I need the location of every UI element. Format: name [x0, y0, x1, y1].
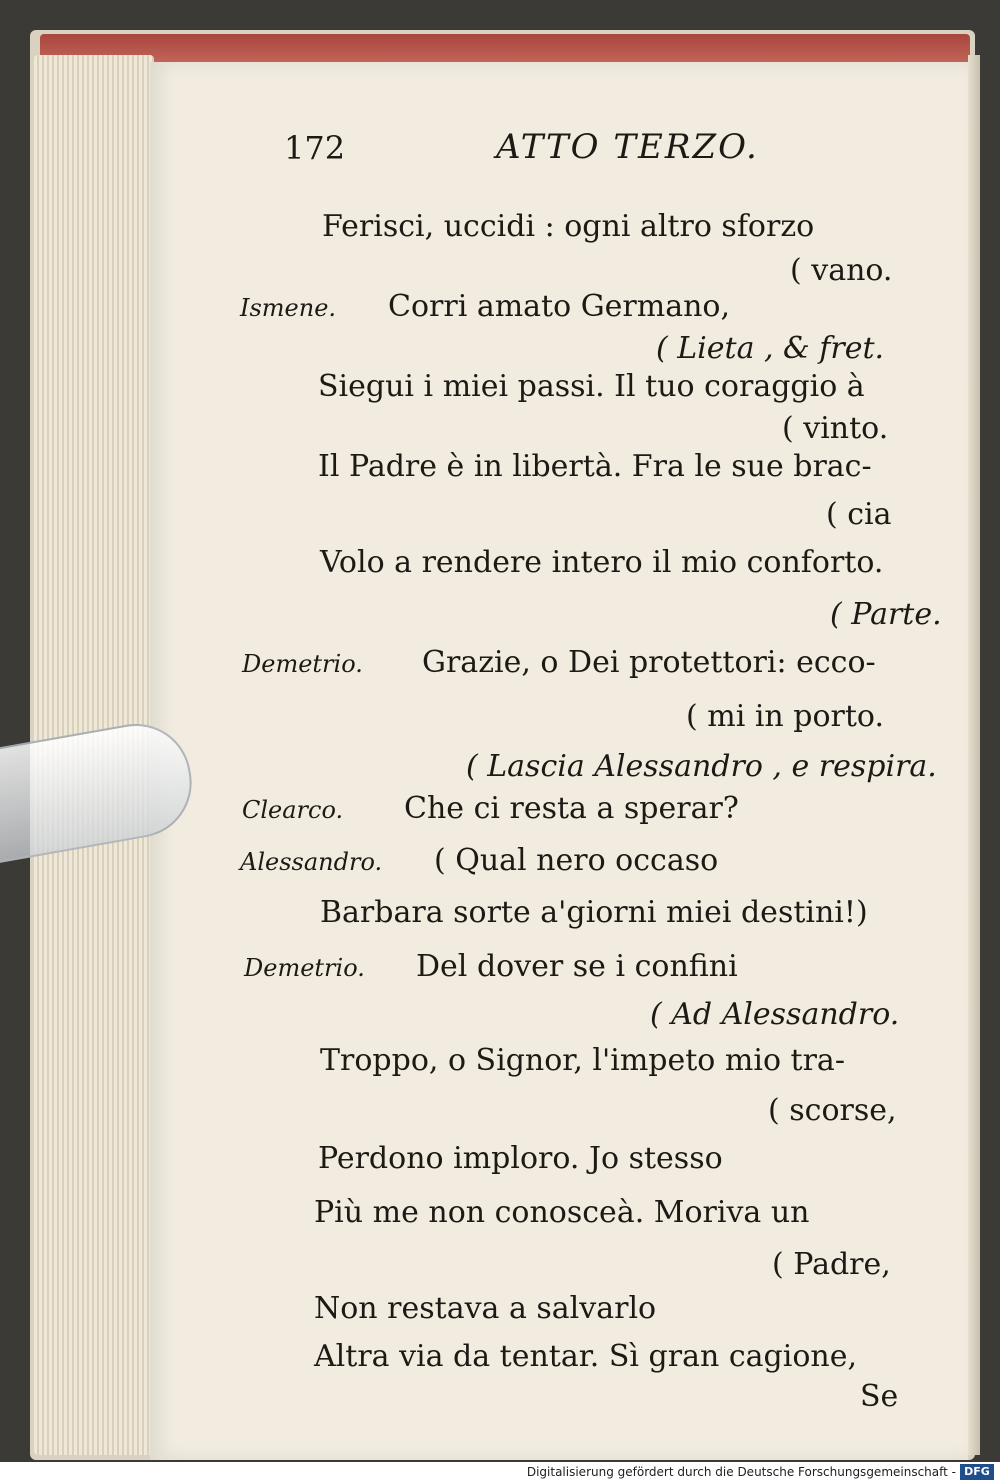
text-line: Barbara sorte a'giorni miei destini!)	[320, 895, 868, 930]
text-line: ( scorse,	[768, 1093, 897, 1128]
text-line: ( mi in porto.	[686, 699, 885, 734]
text-line: Grazie, o Dei protettori: ecco-	[422, 645, 876, 680]
speaker-label: Demetrio.	[242, 650, 363, 678]
text-line: ( vano.	[790, 253, 893, 288]
text-line: Altra via da tentar. Sì gran cagione,	[314, 1339, 857, 1374]
running-head: ATTO TERZO.	[496, 127, 759, 167]
speaker-label: Demetrio.	[244, 954, 365, 982]
dfg-logo-icon: DFG	[960, 1464, 994, 1480]
footer-credit: Digitalisierung gefördert durch die Deutsche Forschungsgemeinschaft -	[526, 1465, 956, 1479]
stage-direction: ( Parte.	[830, 597, 942, 632]
text-line: ( vinto.	[782, 411, 889, 446]
page-right-edge	[968, 55, 980, 1455]
text-line: Corri amato Germano,	[388, 289, 731, 324]
text-line: Più me non conosceà. Moriva un	[314, 1195, 810, 1230]
text-line: Non restava a salvarlo	[314, 1291, 657, 1326]
text-line: ( cia	[826, 497, 892, 532]
text-line: Troppo, o Signor, l'impeto mio tra-	[320, 1043, 845, 1078]
text-line: ( Qual nero occaso	[434, 843, 719, 878]
text-line: ( Padre,	[772, 1247, 891, 1282]
speaker-label: Clearco.	[242, 796, 344, 824]
text-line: Perdono imploro. Jo stesso	[318, 1141, 723, 1176]
catchword: Se	[860, 1379, 899, 1414]
text-line: Ferisci, uccidi : ogni altro sforzo	[322, 209, 815, 244]
text-line: Del dover se i confini	[416, 949, 738, 984]
page-number: 172	[284, 129, 346, 167]
text-line: Volo a rendere intero il mio conforto.	[320, 545, 884, 580]
text-line: Siegui i miei passi. Il tuo coraggio à	[318, 369, 865, 404]
stage-direction: ( Lascia Alessandro , e respira.	[466, 749, 937, 784]
stage-direction: ( Ad Alessandro.	[650, 997, 900, 1032]
speaker-label: Alessandro.	[240, 848, 383, 876]
text-line: Che ci resta a sperar?	[404, 791, 739, 826]
stage-direction: ( Lieta , & fret.	[656, 331, 885, 366]
speaker-label: Ismene.	[240, 294, 337, 322]
text-line: Il Padre è in libertà. Fra le sue brac-	[318, 449, 872, 484]
